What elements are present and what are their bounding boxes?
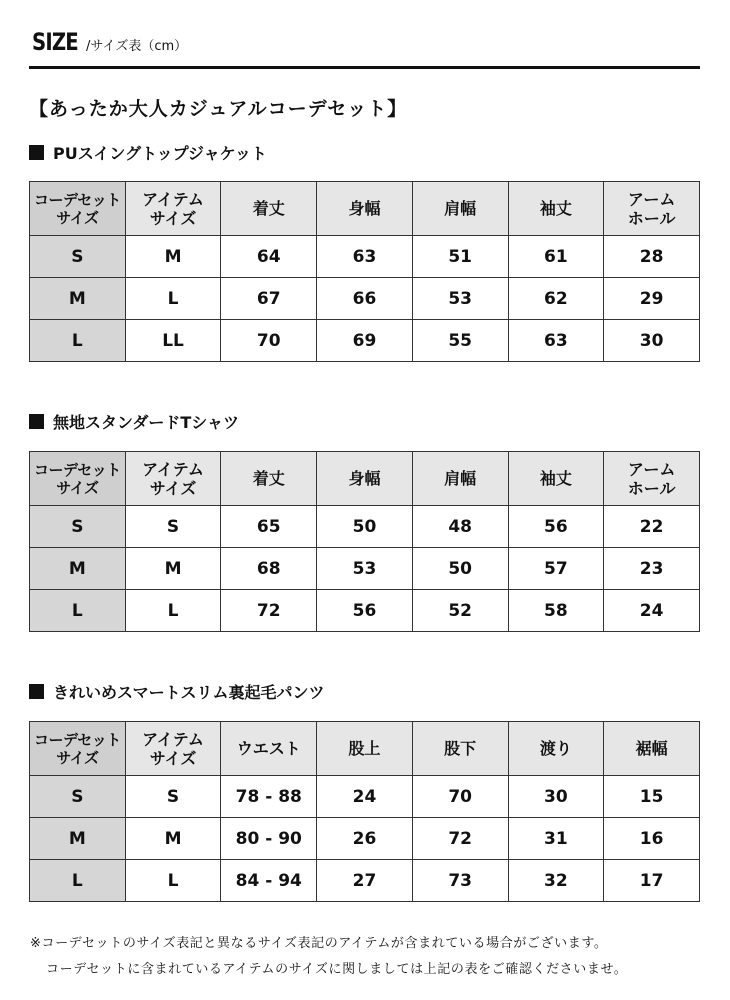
table-header-row	[30, 722, 700, 776]
table-row	[30, 776, 700, 818]
table-cell: LL	[125, 320, 221, 362]
table-cell: S	[30, 236, 126, 278]
table-row	[30, 236, 700, 278]
table-row	[30, 548, 700, 590]
note-line-2: コーデセットに含まれているアイテムのサイズに関しましては上記の表をご確認くださいませ。	[46, 962, 628, 977]
table-cell: 70	[221, 320, 317, 362]
table-cell: 69	[317, 320, 413, 362]
table-cell: 55	[412, 320, 508, 362]
table-cell: M	[30, 548, 126, 590]
table-row	[30, 590, 700, 632]
section-heading-jacket	[29, 141, 267, 164]
section-heading-label: きれいめスマートスリム裏起毛パンツ	[53, 683, 325, 702]
size-label: SIZE	[32, 28, 78, 56]
table-cell: M	[30, 818, 126, 860]
table-row	[30, 506, 700, 548]
table-cell: M	[125, 818, 221, 860]
table-cell: 28	[604, 236, 700, 278]
table-cell: 65	[221, 506, 317, 548]
section-heading-label: PUスイングトップジャケット	[53, 144, 267, 163]
table-cell: 57	[508, 548, 604, 590]
table-cell: M	[125, 548, 221, 590]
column-header: 股上	[317, 722, 413, 776]
column-header: 着丈	[221, 452, 317, 506]
table-cell: 63	[317, 236, 413, 278]
section-heading-pants	[29, 680, 325, 703]
table-cell: 70	[412, 776, 508, 818]
table-cell: M	[30, 278, 126, 320]
column-header: 身幅	[317, 182, 413, 236]
column-header: アイテム サイズ	[125, 182, 221, 236]
table-row	[30, 818, 700, 860]
table-cell: L	[30, 590, 126, 632]
table-header-row	[30, 452, 700, 506]
table-cell: S	[125, 506, 221, 548]
table-cell: 15	[604, 776, 700, 818]
table-row	[30, 860, 700, 902]
table-cell: 17	[604, 860, 700, 902]
column-header: 袖丈	[508, 452, 604, 506]
size-table-jacket	[29, 181, 700, 362]
section-heading-label: 無地スタンダードTシャツ	[53, 413, 239, 432]
note-line-1: ※コーデセットのサイズ表記と異なるサイズ表記のアイテムが含まれている場合がございます。	[30, 936, 608, 951]
table-header-row	[30, 182, 700, 236]
column-header: コーデセット サイズ	[30, 182, 126, 236]
size-header	[32, 28, 187, 56]
column-header: アイテム サイズ	[125, 722, 221, 776]
column-header: 裾幅	[604, 722, 700, 776]
table-cell: 72	[412, 818, 508, 860]
table-cell: L	[30, 860, 126, 902]
bullet-square-icon	[29, 414, 44, 429]
table-cell: 80 - 90	[221, 818, 317, 860]
table-cell: 61	[508, 236, 604, 278]
table-cell: L	[125, 590, 221, 632]
table-cell: S	[125, 776, 221, 818]
table-cell: L	[30, 320, 126, 362]
table-cell: 56	[317, 590, 413, 632]
table-cell: 50	[317, 506, 413, 548]
column-header: 肩幅	[412, 182, 508, 236]
table-cell: 53	[412, 278, 508, 320]
column-header: アーム ホール	[604, 452, 700, 506]
table-cell: 24	[604, 590, 700, 632]
table-row	[30, 278, 700, 320]
set-title: 【あったか大人カジュアルコーデセット】	[29, 98, 408, 120]
table-cell: 51	[412, 236, 508, 278]
size-table-tshirt	[29, 451, 700, 632]
table-cell: 23	[604, 548, 700, 590]
column-header: ウエスト	[221, 722, 317, 776]
table-cell: 66	[317, 278, 413, 320]
table-cell: 58	[508, 590, 604, 632]
table-cell: L	[125, 278, 221, 320]
column-header: 股下	[412, 722, 508, 776]
column-header: コーデセット サイズ	[30, 722, 126, 776]
table-cell: 30	[604, 320, 700, 362]
table-cell: 72	[221, 590, 317, 632]
table-cell: 16	[604, 818, 700, 860]
table-cell: 63	[508, 320, 604, 362]
table-cell: 64	[221, 236, 317, 278]
table-cell: 56	[508, 506, 604, 548]
table-cell: S	[30, 776, 126, 818]
table-cell: 32	[508, 860, 604, 902]
table-row	[30, 320, 700, 362]
table-cell: 84 - 94	[221, 860, 317, 902]
bullet-square-icon	[29, 684, 44, 699]
table-cell: 31	[508, 818, 604, 860]
table-cell: 26	[317, 818, 413, 860]
table-cell: 62	[508, 278, 604, 320]
column-header: 渡り	[508, 722, 604, 776]
table-cell: 29	[604, 278, 700, 320]
section-heading-tshirt	[29, 410, 239, 433]
column-header: 身幅	[317, 452, 413, 506]
column-header: 着丈	[221, 182, 317, 236]
table-cell: 27	[317, 860, 413, 902]
table-cell: 67	[221, 278, 317, 320]
column-header: 袖丈	[508, 182, 604, 236]
column-header: アーム ホール	[604, 182, 700, 236]
table-cell: 48	[412, 506, 508, 548]
size-table-pants	[29, 721, 700, 902]
table-cell: 53	[317, 548, 413, 590]
bullet-square-icon	[29, 145, 44, 160]
table-cell: 24	[317, 776, 413, 818]
table-cell: 68	[221, 548, 317, 590]
table-cell: 73	[412, 860, 508, 902]
table-cell: 52	[412, 590, 508, 632]
size-subtitle: /サイズ表（cm）	[86, 39, 188, 54]
table-cell: 78 - 88	[221, 776, 317, 818]
table-cell: M	[125, 236, 221, 278]
table-cell: 22	[604, 506, 700, 548]
table-cell: 30	[508, 776, 604, 818]
table-cell: S	[30, 506, 126, 548]
table-cell: 50	[412, 548, 508, 590]
column-header: アイテム サイズ	[125, 452, 221, 506]
column-header: 肩幅	[412, 452, 508, 506]
header-divider	[29, 66, 700, 69]
table-cell: L	[125, 860, 221, 902]
column-header: コーデセット サイズ	[30, 452, 126, 506]
